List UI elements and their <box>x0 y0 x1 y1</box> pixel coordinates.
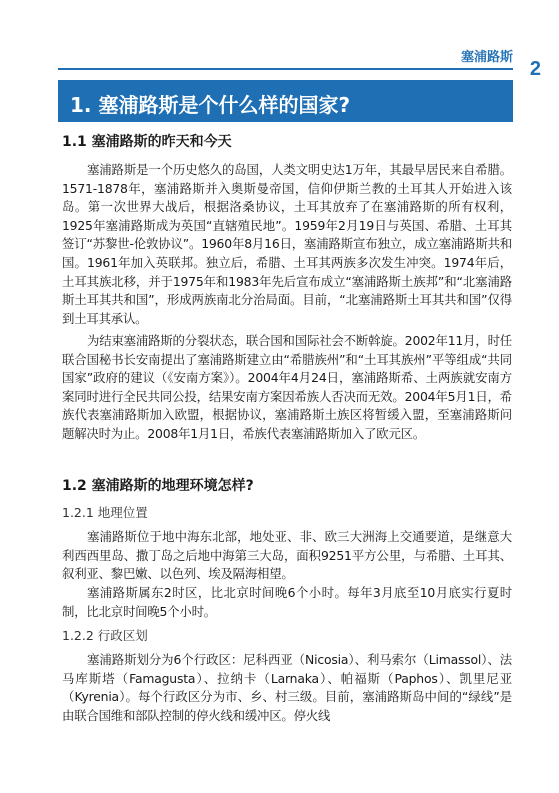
paragraph-history-1: 塞浦路斯是一个历史悠久的岛国，人类文明史达1万年，其最早居民来自希腊。1571-1878年，塞浦路斯并入奥斯曼帝国，信仰伊斯兰教的土耳其人开始进入该岛。第一次世界大战后，根据洛桑协议，土耳其放弃了在塞浦路斯的所有权利，1925年塞浦路斯成为英国“直辖殖民地”。1959年2月19日与英国、希腊、土耳其签订“苏黎世-伦敦协议”。1960年8月16日，塞浦路斯宣布独立，成立塞浦路斯共和国。1961年加入英联邦。独立后，希腊、土耳其两族多次发生冲突。1974年后，土耳其族北移，并于1975年和1983年先后宣布成立“塞浦路斯土族邦”和“北塞浦路斯土耳其共和国”，形成两族南北分治局面。目前，“北塞浦路斯土耳其共和国”仅得到土耳其承认。 <box>62 162 512 326</box>
paragraph-admin: 塞浦路斯划分为6个行政区：尼科西亚（Nicosia）、利马索尔（Limassol）、法马库斯塔（Famagusta）、拉纳卡（Larnaka）、帕福斯（Paphos）、凯里尼亚（Kyrenia）。每个行政区分为市、乡、村三级。目前，塞浦路斯岛中间的“绿线”是由联合国维和部队控制的停火线和缓冲区。停火线 <box>62 652 512 723</box>
header-rule <box>58 68 513 70</box>
paragraph-location: 塞浦路斯位于地中海东北部，地处亚、非、欧三大洲海上交通要道，是继意大利西西里岛、撒丁岛之后地中海第三大岛，面积9251平方公里，与希腊、土耳其、叙利亚、黎巴嫩、以色列、埃及隔海相望。 <box>62 529 512 582</box>
chapter-title: 1. 塞浦路斯是个什么样的国家? <box>70 93 351 117</box>
section-heading-1-1: 1.1 塞浦路斯的昨天和今天 <box>62 134 232 150</box>
page-number: 2 <box>529 58 541 80</box>
subsection-heading-admin: 1.2.2 行政区划 <box>62 628 148 643</box>
subsection-heading-location: 1.2.1 地理位置 <box>62 505 148 520</box>
running-title: 塞浦路斯 <box>460 50 513 65</box>
paragraph-history-2: 为结束塞浦路斯的分裂状态，联合国和国际社会不断斡旋。2002年11月，时任联合国秘书长安南提出了塞浦路斯建立由“希腊族州”和“土耳其族州”平等组成“共同国家”政府的建议（《安南方案》）。2004年4月24日，塞浦路斯希、土两族就安南方案同时进行全民共同公投，结果安南方案因希族人否决而无效。2004年5月1日，希族代表塞浦路斯加入欧盟，根据协议，塞浦路斯土族区将暂缓入盟，至塞浦路斯问题解决时为止。2008年1月1日，希族代表塞浦路斯加入了欧元区。 <box>62 333 512 441</box>
paragraph-timezone: 塞浦路斯属东2时区，比北京时间晚6个小时。每年3月底至10月底实行夏时制，比北京时间晚5个小时。 <box>62 585 512 619</box>
section-heading-1-2: 1.2 塞浦路斯的地理环境怎样? <box>62 478 254 494</box>
